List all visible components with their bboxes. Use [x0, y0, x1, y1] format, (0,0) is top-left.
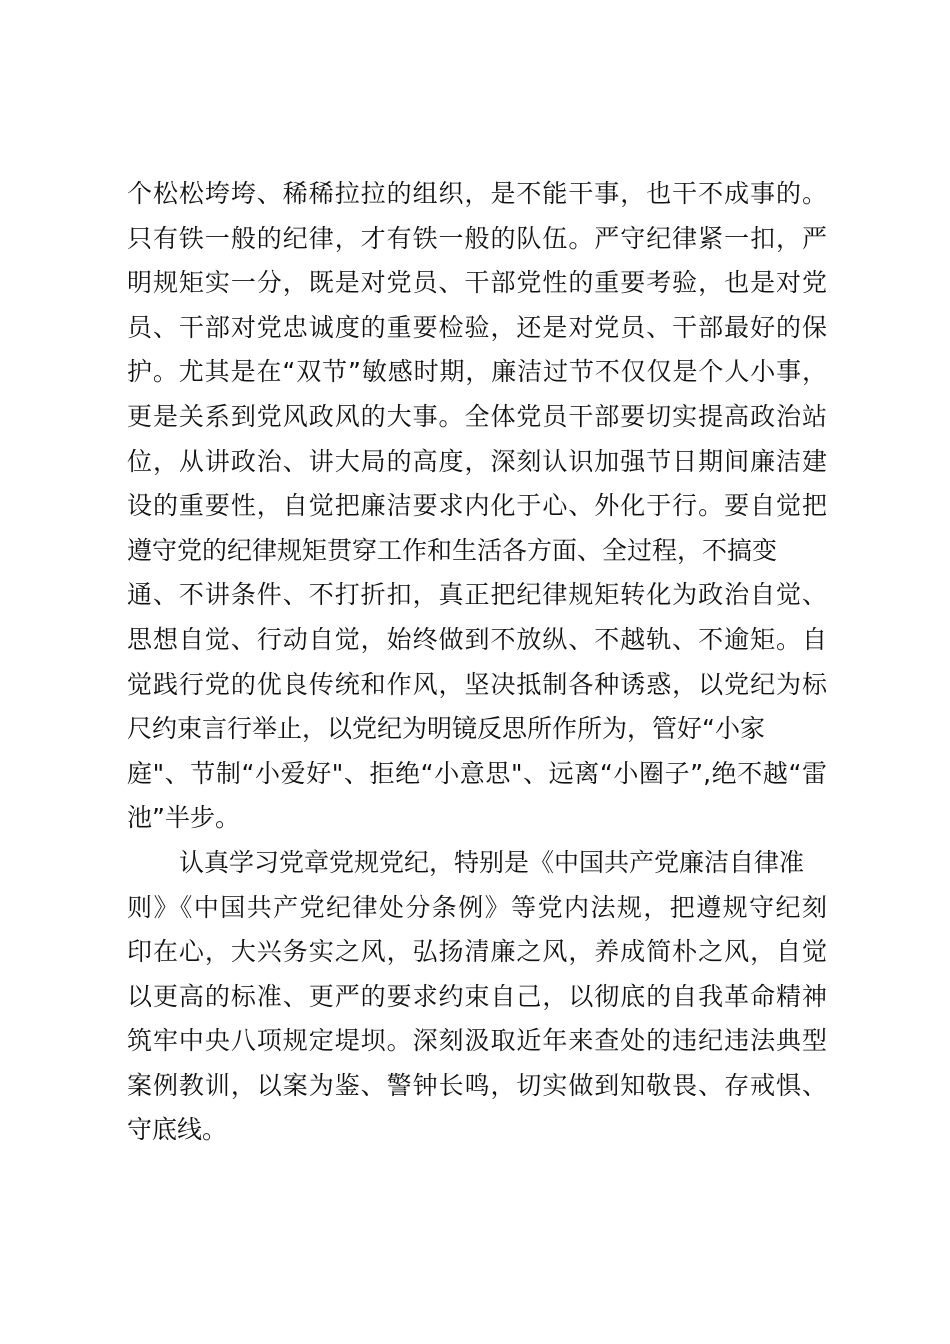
text-line: 更是关系到党风政风的大事。全体党员干部要切实提高政治站 — [127, 401, 827, 431]
text-line: 设的重要性，自觉把廉洁要求内化于心、外化于行。要自觉把 — [127, 491, 827, 521]
text-line: 筑牢中央八项规定堤坝。深刻汲取近年来查处的违纪违法典型 — [127, 1026, 827, 1056]
text-line: 思想自觉、行动自觉，始终做到不放纵、不越轨、不逾矩。自 — [127, 624, 827, 654]
text-line: 只有铁一般的纪律，才有铁一般的队伍。严守纪律紧一扣，严 — [127, 223, 827, 253]
text-line: 明规矩实一分，既是对党员、干部党性的重要考验，也是对党 — [127, 268, 827, 298]
text-line: 遵守党的纪律规矩贯穿工作和生活各方面、全过程，不搞变 — [127, 535, 778, 565]
text-line: 以更高的标准、更严的要求约束自己，以彻底的自我革命精神 — [127, 981, 827, 1011]
text-line: 案例教训，以案为鉴、警钟长鸣，切实做到知敬畏、存戒惧、 — [127, 1070, 827, 1100]
text-line: 认真学习党章党规党纪，特别是《中国共产党廉洁自律准 — [179, 847, 805, 877]
paragraph-2 — [127, 841, 827, 1153]
text-line: 尺约束言行举止，以党纪为明镜反思所作所为，管好“小家 — [127, 714, 765, 744]
body-text — [127, 172, 827, 1153]
text-line: 池”半步。 — [127, 803, 240, 833]
text-line: 员、干部对党忠诚度的重要检验，还是对党员、干部最好的保 — [127, 312, 827, 342]
text-line: 个松松垮垮、稀稀拉拉的组织，是不能干事，也干不成事的。 — [127, 179, 827, 208]
text-line: 守底线。 — [127, 1115, 228, 1145]
text-line: 觉践行党的优良传统和作风，坚决抵制各种诱惑，以党纪为标 — [127, 669, 827, 699]
paragraph-1 — [127, 172, 827, 841]
text-line: 位，从讲政治、讲大局的高度，深刻认识加强节日期间廉洁建 — [127, 446, 827, 476]
text-line: 庭"、节制“小爱好"、拒绝“小意思"、远离“小圈子”,绝不越“雷 — [127, 758, 827, 788]
text-line: 通、不讲条件、不打折扣，真正把纪律规矩转化为政治自觉、 — [127, 580, 827, 610]
text-line: 则》《中国共产党纪律处分条例》等党内法规，把遵规守纪刻 — [127, 892, 827, 922]
text-line: 印在心，大兴务实之风，弘扬清廉之风，养成简朴之风，自觉 — [127, 937, 827, 967]
text-line: 护。尤其是在“双节”敏感时期，廉洁过节不仅仅是个人小事， — [127, 357, 827, 387]
